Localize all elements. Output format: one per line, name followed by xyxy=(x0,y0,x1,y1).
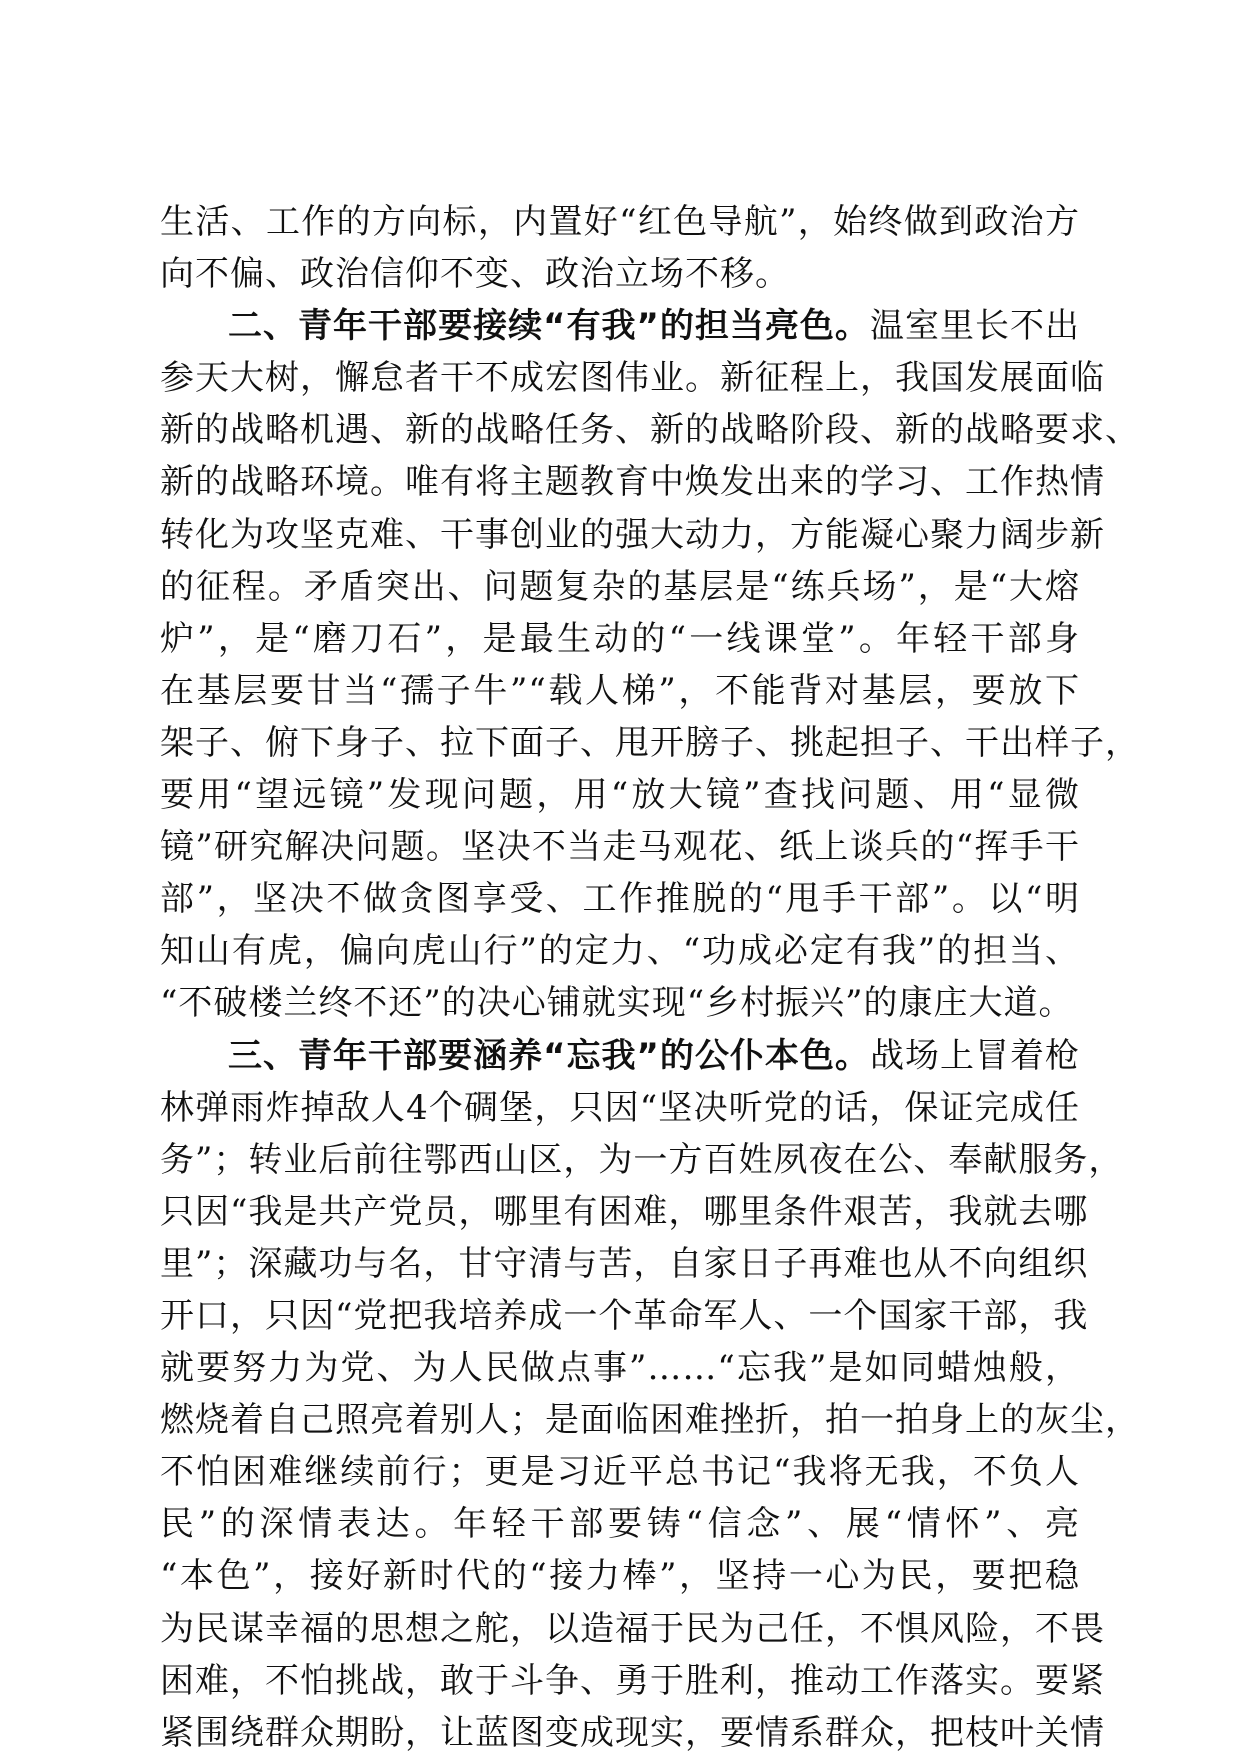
text-line xyxy=(160,300,1080,352)
text-line: 不怕困难继续前行；更是习近平总书记“我将无我，不负人 xyxy=(160,1452,1080,1493)
section-heading: 三、青年干部要涵养“忘我”的公仆本色。 xyxy=(228,1035,870,1076)
text-line: 向不偏、政治信仰不变、政治立场不移。 xyxy=(160,254,790,295)
text-line: 为民谋幸福的思想之舵，以造福于民为己任，不惧风险，不畏 xyxy=(160,1608,1105,1649)
paragraph-section-three xyxy=(160,1030,1140,1759)
text-line: 务”；转业后前往鄂西山区，为一方百姓夙夜在公、奉献服务， xyxy=(160,1139,1124,1180)
text-line: 只因“我是共产党员，哪里有困难，哪里条件艰苦，我就去哪 xyxy=(160,1191,1089,1232)
text-line: 里”；深藏功与名，甘守清与苦，自家日子再难也从不向组织 xyxy=(160,1243,1089,1284)
text-line: “不破楼兰终不还”的决心铺就实现“乡村振兴”的康庄大道。 xyxy=(160,983,1074,1024)
paragraph-section-two xyxy=(160,300,1140,1029)
text-line: 参天大树，懈怠者干不成宏图伟业。新征程上，我国发展面临 xyxy=(160,358,1105,399)
text-line: 开口，只因“党把我培养成一个革命军人、一个国家干部，我 xyxy=(160,1295,1089,1336)
text-line: 部”，坚决不做贪图享受、工作推脱的“甩手干部”。以“明 xyxy=(160,879,1080,920)
text-line: 紧围绕群众期盼，让蓝图变成现实，要情系群众，把枝叶关情 xyxy=(160,1712,1105,1753)
text-fragment: 温室里长不出 xyxy=(869,306,1080,347)
text-line: 镜”研究解决问题。坚决不当走马观花、纸上谈兵的“挥手干 xyxy=(160,827,1080,868)
text-line: 炉”，是“磨刀石”，是最生动的“一线课堂”。年轻干部身 xyxy=(160,618,1080,659)
text-fragment: 战场上冒着枪 xyxy=(869,1035,1080,1076)
text-line: 民”的深情表达。年轻干部要铸“信念”、展“情怀”、亮 xyxy=(160,1504,1080,1545)
section-heading: 二、青年干部要接续“有我”的担当亮色。 xyxy=(228,306,870,347)
text-line: 新的战略机遇、新的战略任务、新的战略阶段、新的战略要求、 xyxy=(160,410,1140,451)
text-line: 的征程。矛盾突出、问题复杂的基层是“练兵场”，是“大熔 xyxy=(160,566,1080,607)
text-line: 困难，不怕挑战，敢于斗争、勇于胜利，推动工作落实。要紧 xyxy=(160,1660,1105,1701)
text-line: 生活、工作的方向标，内置好“红色导航”，始终做到政治方 xyxy=(160,202,1080,242)
text-line: 在基层要甘当“孺子牛”“载人梯”，不能背对基层，要放下 xyxy=(160,670,1080,711)
document-page xyxy=(160,196,1140,1759)
text-line: “本色”，接好新时代的“接力棒”，坚持一心为民，要把稳 xyxy=(160,1556,1080,1597)
text-line: 新的战略环境。唯有将主题教育中焕发出来的学习、工作热情 xyxy=(160,462,1105,503)
text-line: 知山有虎，偏向虎山行”的定力、“功成必定有我”的担当、 xyxy=(160,931,1080,972)
text-line: 转化为攻坚克难、干事创业的强大动力，方能凝心聚力阔步新 xyxy=(160,514,1105,555)
paragraph-continuation xyxy=(160,196,1080,300)
text-line: 就要努力为党、为人民做点事”……“忘我”是如同蜡烛般， xyxy=(160,1348,1080,1389)
text-line xyxy=(160,1030,1080,1082)
text-line: 要用“望远镜”发现问题，用“放大镜”查找问题、用“显微 xyxy=(160,775,1080,816)
text-line: 燃烧着自己照亮着别人；是面临困难挫折，拍一拍身上的灰尘， xyxy=(160,1400,1140,1441)
text-line: 林弹雨炸掉敌人4个碉堡，只因“坚决听党的话，保证完成任 xyxy=(160,1087,1080,1128)
text-line: 架子、俯下身子、拉下面子、甩开膀子、挑起担子、干出样子， xyxy=(160,722,1140,763)
